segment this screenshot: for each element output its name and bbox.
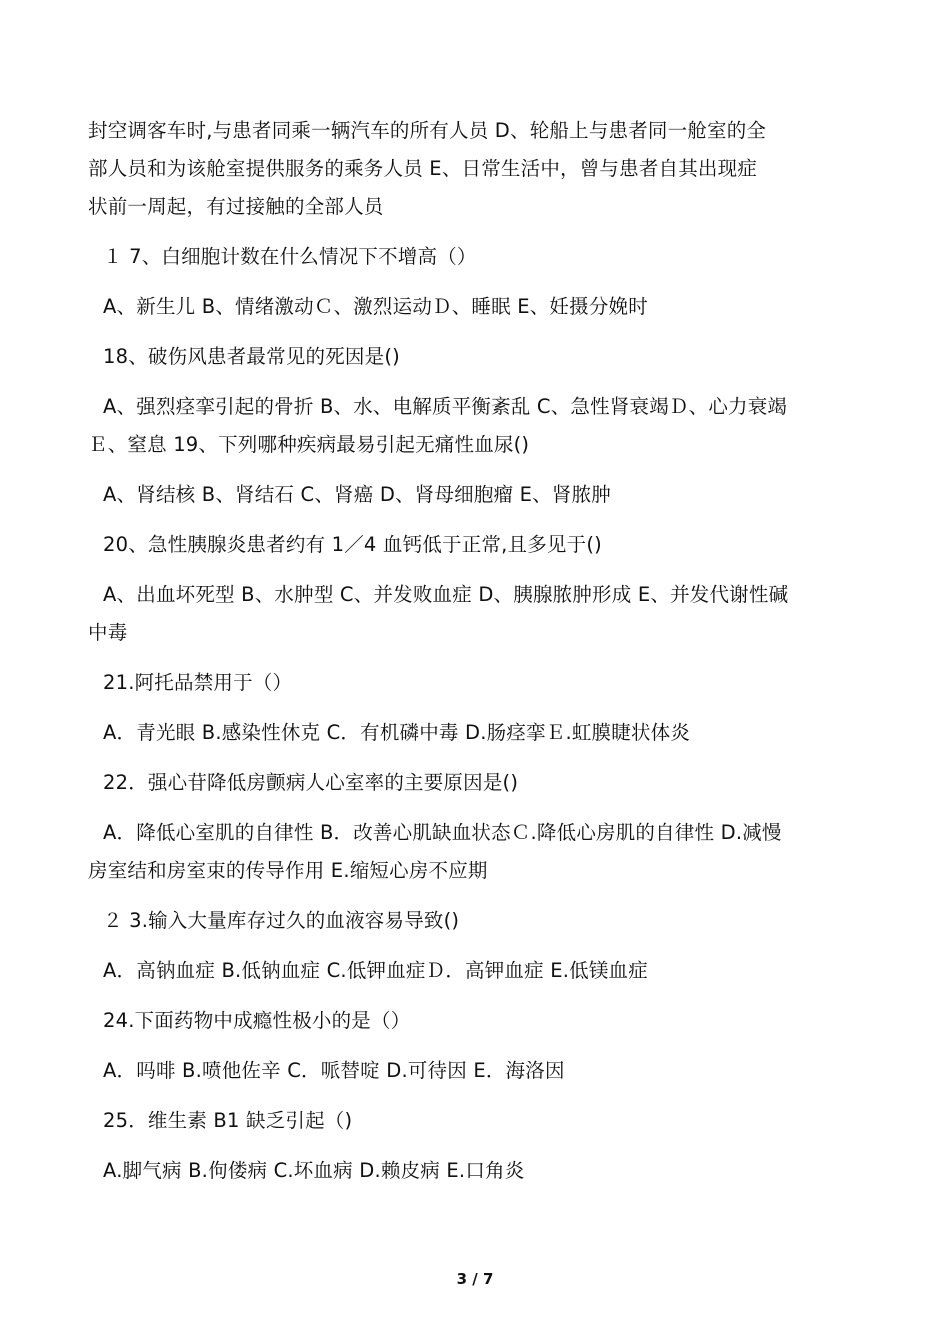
text-line: 22．强心苷降低房颤病人心室率的主要原因是(): [103, 771, 519, 794]
text-line: A、出血坏死型 B、水肿型 C、并发败血症 D、胰腺脓肿形成 E、并发代谢性碱: [103, 583, 789, 606]
text-line: 状前一周起，有过接触的全部人员: [88, 195, 384, 218]
text-line: 房室结和房室束的传导作用 E.缩短心房不应期: [88, 859, 488, 882]
page-number: 3 / 7: [456, 1270, 494, 1288]
options-22: [88, 814, 858, 890]
text-line: 18、破伤风患者最常见的死因是(): [103, 345, 400, 368]
question-20: [88, 526, 858, 564]
question-23: [88, 902, 858, 940]
text-line: 封空调客车时,与患者同乘一辆汽车的所有人员 D、轮船上与患者同一舱室的全: [88, 119, 767, 142]
text-line: A、新生儿 B、情绪激动Ｃ、激烈运动Ｄ、睡眠 E、妊摄分娩时: [103, 295, 648, 318]
text-line: A、肾结核 B、肾结石 C、肾癌 D、肾母细胞瘤 E、肾脓肿: [103, 483, 611, 506]
question-24: [88, 1002, 858, 1040]
options-23: [88, 952, 858, 990]
options-20: [88, 576, 858, 652]
text-line: 20、急性胰腺炎患者约有 1／4 血钙低于正常,且多见于(): [103, 533, 602, 556]
text-line: 部人员和为该舱室提供服务的乘务人员 E、日常生活中，曾与患者自其出现症: [88, 157, 758, 180]
options-24: [88, 1052, 858, 1090]
options-21: [88, 714, 858, 752]
text-line: ２ 3.输入大量库存过久的血液容易导致(): [103, 909, 460, 932]
options-19: [88, 476, 858, 514]
text-line: A．降低心室肌的自律性 B．改善心肌缺血状态Ｃ.降低心房肌的自律性 D.减慢: [103, 821, 782, 844]
options-25: [88, 1152, 858, 1190]
text-line: A．青光眼 B.感染性休克 C．有机磷中毒 D.肠痉挛Ｅ.虹膜睫状体炎: [103, 721, 691, 744]
question-22: [88, 764, 858, 802]
text-line: 21.阿托品禁用于（）: [103, 671, 293, 694]
text-line: A、强烈痉挛引起的骨折 B、水、电解质平衡紊乱 C、急性肾衰竭Ｄ、心力衰竭: [103, 395, 788, 418]
text-line: A．高钠血症 B.低钠血症 C.低钾血症Ｄ．高钾血症 E.低镁血症: [103, 959, 648, 982]
text-line: 24.下面药物中成瘾性极小的是（）: [103, 1009, 411, 1032]
paragraph-1: [88, 112, 858, 226]
text-line: A.脚气病 B.佝偻病 C.坏血病 D.赖皮病 E.口角炎: [103, 1159, 525, 1182]
text-line: 25．维生素 B1 缺乏引起（): [103, 1109, 353, 1132]
text-line: １ 7、白细胞计数在什么情况下不增高（）: [103, 245, 477, 268]
question-21: [88, 664, 858, 702]
document-body: [88, 112, 858, 1202]
text-line: A．吗啡 B.喷他佐辛 C．哌替啶 D.可待因 E．海洛因: [103, 1059, 565, 1082]
options-18-question-19: [88, 388, 858, 464]
question-25: [88, 1102, 858, 1140]
text-line: Ｅ、窒息 19、下列哪种疾病最易引起无痛性血尿(): [88, 433, 530, 456]
question-17: [88, 238, 858, 276]
text-line: 中毒: [88, 621, 128, 644]
question-18: [88, 338, 858, 376]
options-17: [88, 288, 858, 326]
